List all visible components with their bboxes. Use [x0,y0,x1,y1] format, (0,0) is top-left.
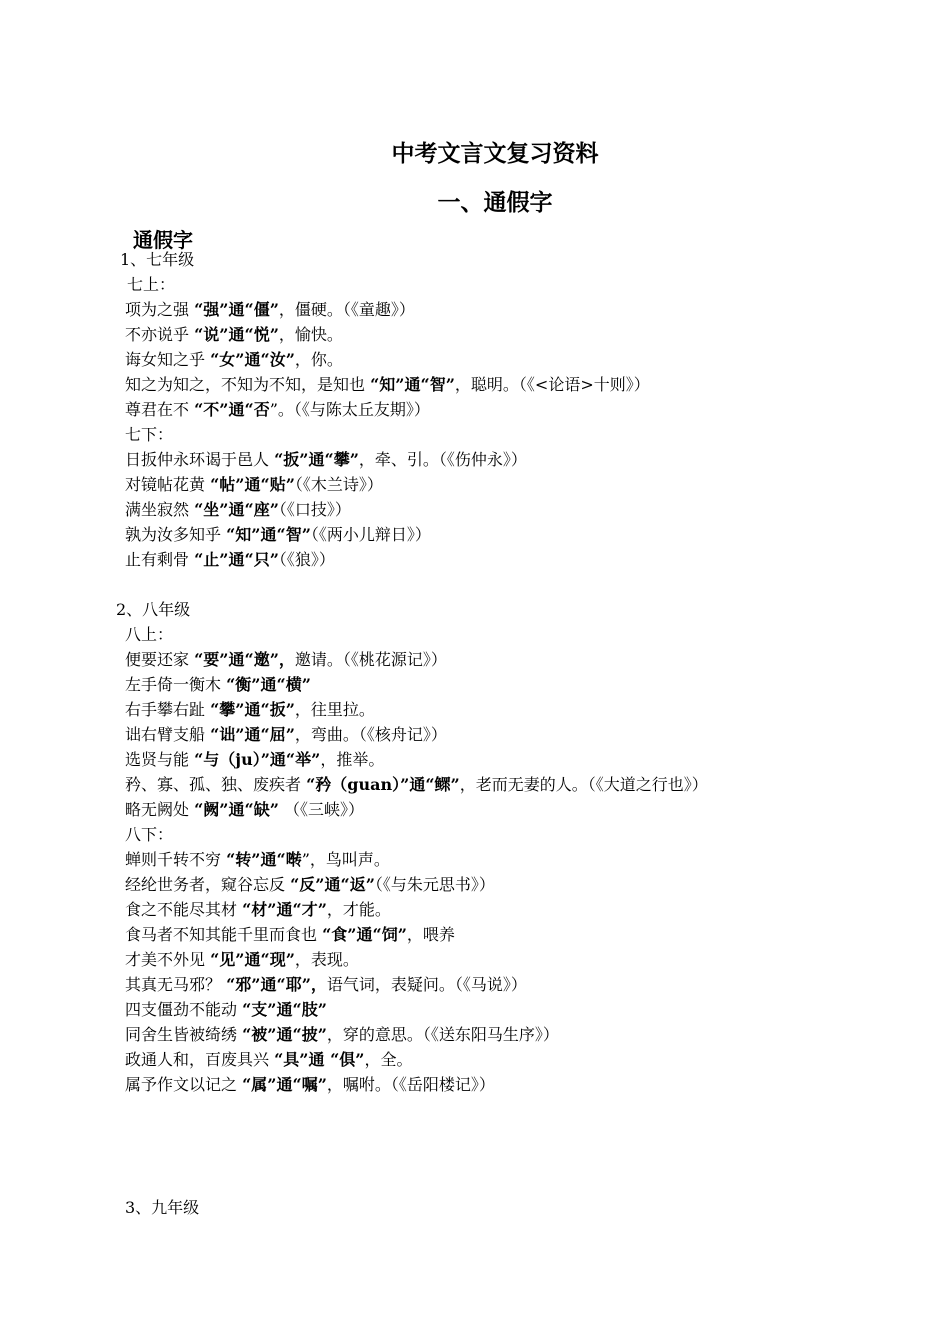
text-line [125,725,447,745]
text-line [125,1050,413,1070]
line-text: ，穿的意思。（《送东阳马生序》） [326,1025,559,1044]
line-text: 尊君在不 [125,400,195,419]
line-text: 左手倚一衡木 [125,675,227,694]
tongjia-pair: “帖”通“贴” [210,475,295,494]
tongjia-pair: “要”通“邀”， [194,650,295,669]
text-line [125,975,527,995]
text-line [125,925,455,945]
text-line [125,400,430,420]
line-text: ，嘱咐。（《岳阳楼记》） [326,1075,495,1094]
line-text: ，牵、引。（《伤仲永》） [358,450,527,469]
line-text: 诎右臂支船 [125,725,211,744]
line-text: ，你。 [294,350,343,369]
line-text: 便要还家 [125,650,195,669]
text-line [125,375,650,395]
line-text: （《口技》） [278,500,351,519]
tongjia-pair: “扳”通“攀” [274,450,359,469]
line-text: ，老而无妻的人。（《大道之行也》） [459,775,708,794]
line-text: 食马者不知其能千里而食也 [125,925,323,944]
line-text: 诲女知之乎 [125,350,211,369]
line-text: 食之不能尽其材 [125,900,243,919]
line-text: ，推举。 [320,750,385,769]
line-text: 3、九年级 [125,1198,200,1217]
text-line [116,600,190,620]
line-text: 孰为汝多知乎 [125,525,227,544]
line-text: （《与朱元思书》） [374,875,495,894]
text-line [125,775,708,795]
tongjia-pair: “女”通“汝” [210,350,295,369]
line-text: 语气词，表疑问。（《马说》） [326,975,527,994]
line-text: （《三峡》） [278,800,365,819]
line-text: 1、七年级 [120,250,195,269]
tongjia-pair: “具”通 “俱” [274,1050,365,1069]
section-heading: 一、通假字 [437,190,553,216]
line-text: 邀请。（《桃花源记》） [294,650,447,669]
line-text: ，愉快。 [278,325,343,344]
tongjia-pair: “矜（guan）”通“鳏” [306,775,460,794]
text-line [125,875,495,895]
line-text: ，弯曲。（《核舟记》） [294,725,447,744]
line-text: 选贤与能 [125,750,195,769]
tongjia-pair: “诎”通“屈” [210,725,295,744]
line-text: （《两小儿辩日》） [310,525,431,544]
text-line [125,700,375,720]
tongjia-pair: “属”通“嘱” [242,1075,327,1094]
line-text: ，全。 [364,1050,413,1069]
tongjia-pair: “支”通“肢” [242,1000,327,1019]
document-title: 中考文言文复习资料 [391,141,599,167]
text-line [125,900,391,920]
text-line [125,825,173,845]
text-line [120,250,194,270]
line-text: 止有剩骨 [125,550,195,569]
line-text: 满坐寂然 [125,500,195,519]
text-line [125,525,431,545]
text-line [125,1000,327,1020]
line-text: ”，鸟叫声。 [301,850,390,869]
tongjia-pair: “知”通“智” [226,525,311,544]
line-text: 矜、寡、孤、独、废疾者 [125,775,307,794]
text-line [125,625,173,645]
line-text: ，才能。 [326,900,391,919]
text-line [125,800,364,820]
line-text: 同舍生皆被绮绣 [125,1025,243,1044]
tongjia-pair: “见”通“现” [210,950,295,969]
line-text: ，僵硬。（《童趣》） [278,300,415,319]
subsection-heading: 通假字 [133,228,193,252]
line-text: 四支僵劲不能动 [125,1000,243,1019]
tongjia-pair: “说”通“悦” [194,325,279,344]
line-text: 八下： [125,825,174,844]
text-line [125,950,359,970]
tongjia-pair: “衡”通“横” [226,675,311,694]
tongjia-pair: “转”通“啭 [226,850,302,869]
text-line [125,475,383,495]
line-text: 经纶世务者，窥谷忘反 [125,875,291,894]
text-line [125,500,351,520]
line-text: ”。（《与陈太丘友期》） [269,400,430,419]
tongjia-pair: “邪”通“耶”， [226,975,327,994]
line-text: ，表现。 [294,950,359,969]
text-line [125,550,335,570]
text-line [125,1075,495,1095]
line-text: 日扳仲永环谒于邑人 [125,450,275,469]
tongjia-pair: “强”通“僵” [194,300,279,319]
text-line [125,675,311,695]
tongjia-pair: “食”通“饲” [322,925,407,944]
tongjia-pair: “被”通“披” [242,1025,327,1044]
text-line [125,1198,199,1218]
line-text: （《木兰诗》） [294,475,383,494]
line-text: ，喂养 [406,925,455,944]
line-text: 政通人和，百废具兴 [125,1050,275,1069]
line-text: 右手攀右趾 [125,700,211,719]
line-text: 略无阙处 [125,800,195,819]
tongjia-pair: “反”通“返” [290,875,375,894]
text-line [125,350,343,370]
text-line [125,325,343,345]
line-text: 才美不外见 [125,950,211,969]
line-text: ，往里拉。 [294,700,375,719]
line-text: 属予作文以记之 [125,1075,243,1094]
line-text: ，聪明。（《<论语>十则》） [454,375,650,394]
line-text: 2、八年级 [116,600,191,619]
line-text: 知之为知之，不知为不知，是知也 [125,375,371,394]
tongjia-pair: “止”通“只” [194,550,279,569]
tongjia-pair: “材”通“才” [242,900,327,919]
line-text: 七下： [125,425,174,444]
text-line [125,450,527,470]
line-text: 对镜帖花黄 [125,475,211,494]
text-line [125,650,447,670]
line-text: （《狼》） [278,550,335,569]
text-line [125,425,173,445]
tongjia-pair: “与（ju）”通“举” [194,750,321,769]
text-line [125,850,390,870]
tongjia-pair: “知”通“智” [370,375,455,394]
text-line [125,300,415,320]
text-line [127,275,175,295]
tongjia-pair: “阙”通“缺” [194,800,279,819]
line-text: 项为之强 [125,300,195,319]
line-text: 其真无马邪？ [125,975,227,994]
tongjia-pair: “不”通“否 [194,400,270,419]
text-line [125,1025,559,1045]
line-text: 七上： [127,275,176,294]
line-text: 不亦说乎 [125,325,195,344]
tongjia-pair: “攀”通“扳” [210,700,295,719]
line-text: 蝉则千转不穷 [125,850,227,869]
tongjia-pair: “坐”通“座” [194,500,279,519]
line-text: 八上： [125,625,174,644]
text-line [125,750,384,770]
